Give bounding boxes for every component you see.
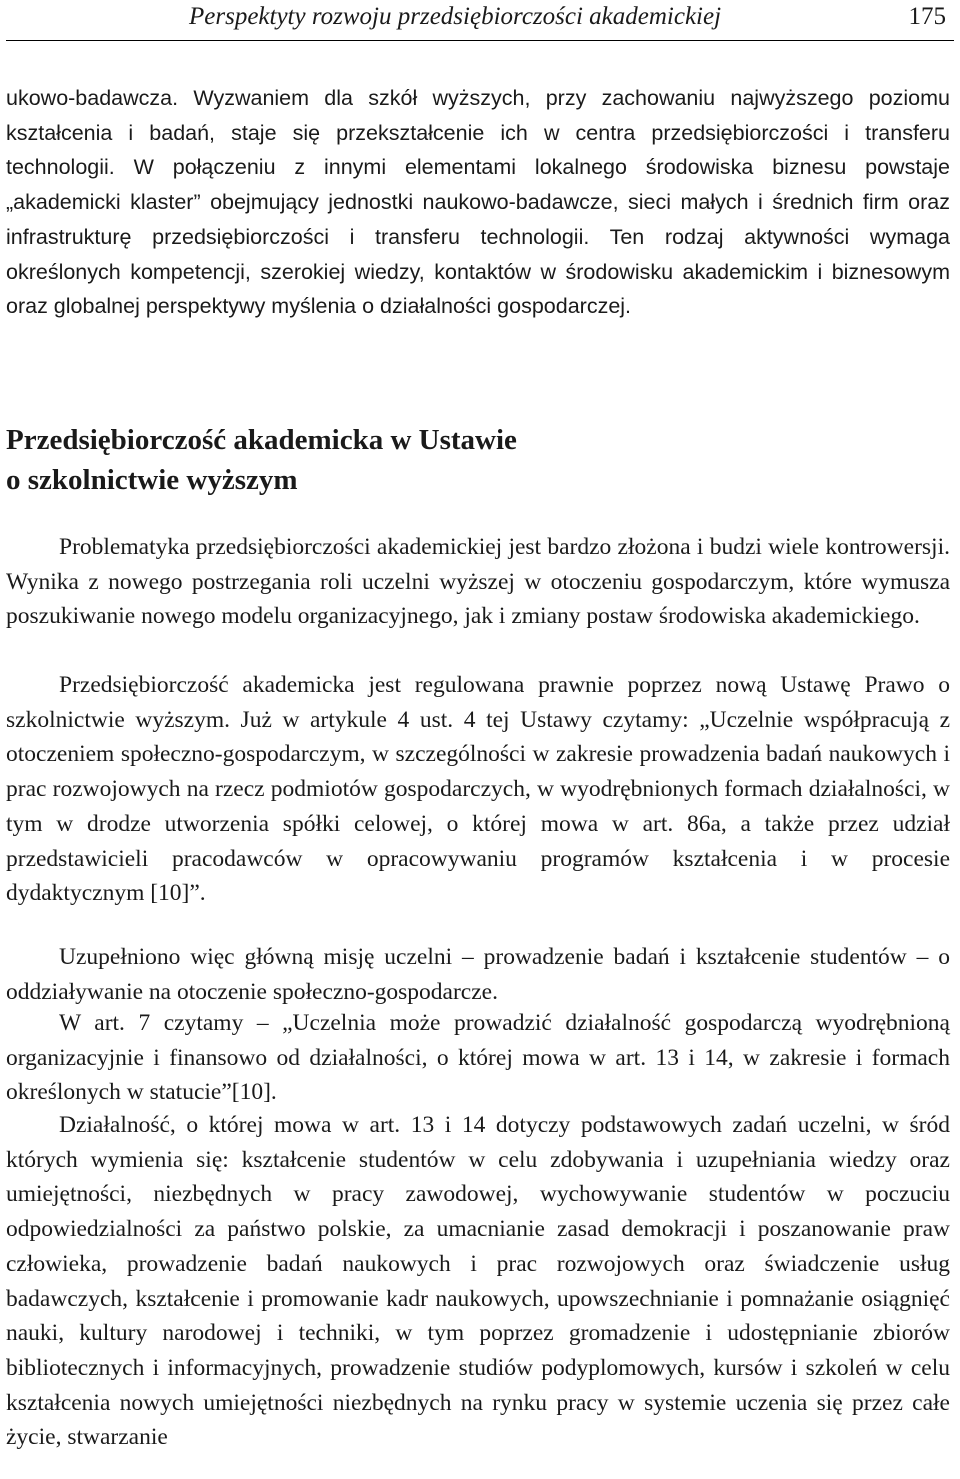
section-heading [6,420,950,500]
body-paragraph-4: W art. 7 czytamy – „Uczelnia może prowadzić działalność gospodarczą wyodrębnioną organizacyjnie i finansowo od działalności, o której mowa w art. 13 i 14, w zakresie i formach określonych w statucie”[10]. [6,1010,950,1106]
body-paragraph-2: Przedsiębiorczość akademicka jest regulowana prawnie poprzez nową Ustawę Prawo o szkolnictwie wyższym. Już w artykule 4 ust. 4 tej Ustawy czytamy: „Uczelnie współpracują z otoczeniem społeczno-gospodarczym, w szczególności w zakresie prowadzenia badań naukowych i prac rozwojowych na rzecz podmiotów gospodarczych, w wyodrębnionych formach działalności, w tym w drodze utworzenia spółki celowej, o której mowa w art. 86a, a także przez udział przedstawicieli pracodawców w opracowywaniu programów kształcenia i w procesie dydaktycznym [10]”. [6,672,950,907]
body-paragraph-3: Uzupełniono więc główną misję uczelni – prowadzenie badań i kształcenie studentów – o oddziaływanie na otoczenie społeczno-gospodarcze. [6,944,950,1005]
running-header [6,0,954,41]
running-title: Perspektyty rozwoju przedsiębiorczości akademickiej [189,3,722,30]
section-heading-line-2: o szkolnictwie wyższym [6,464,298,496]
page-number: 175 [908,3,946,30]
intro-paragraph: ukowo-badawcza. Wyzwaniem dla szkół wyższych, przy zachowaniu najwyższego poziomu kształcenia i badań, staje się przekształcenie ich w centra przedsiębiorczości i transferu technologii. W połączeniu z innymi elementami lokalnego środowiska biznesu powstaje „akademicki klaster” obejmujący jednostki naukowo-badawcze, sieci małych i średnich firm oraz infrastrukturę przedsiębiorczości i transferu technologii. Ten rodzaj aktywności wymaga określonych kompetencji, szerokiej wiedzy, kontaktów w środowisku akademickim i biznesowym oraz globalnej perspektywy myślenia o działalności gospodarczej. [6,86,950,319]
body-paragraph-5: Działalność, o której mowa w art. 13 i 14 dotyczy podstawowych zadań uczelni, w śród których wymienia się: kształcenie studentów w celu zdobywania i uzupełniania wiedzy oraz umiejętności, niezbędnych w pracy zawodowej, wychowywanie studentów w poczuciu odpowiedzialności za państwo polskie, za umacnianie zasad demokracji i poszanowanie praw człowieka, prowadzenie badań naukowych i prac rozwojowych oraz świadczenie usług badawczych, kształcenie i promowanie kadr naukowych, upowszechnianie i pomnażanie osiągnięć nauki, kultury narodowej i techniki, w tym poprzez gromadzenie i udostępnianie zbiorów bibliotecznych i informacyjnych, prowadzenie studiów podyplomowych, kursów i szkoleń w celu kształcenia nowych umiejętności niezbędnych na rynku pracy w systemie uczenia się przez całe życie, stwarzanie [6,1112,950,1451]
section-heading-line-1: Przedsiębiorczość akademicka w Ustawie [6,424,517,456]
body-paragraph-1: Problematyka przedsiębiorczości akademickiej jest bardzo złożona i budzi wiele kontrowersji. Wynika z nowego postrzegania roli uczelni wyższej w otoczeniu gospodarczym, które wymusza poszukiwanie nowego modelu organizacyjnego, jak i zmiany postaw środowiska akademickiego. [6,534,950,630]
